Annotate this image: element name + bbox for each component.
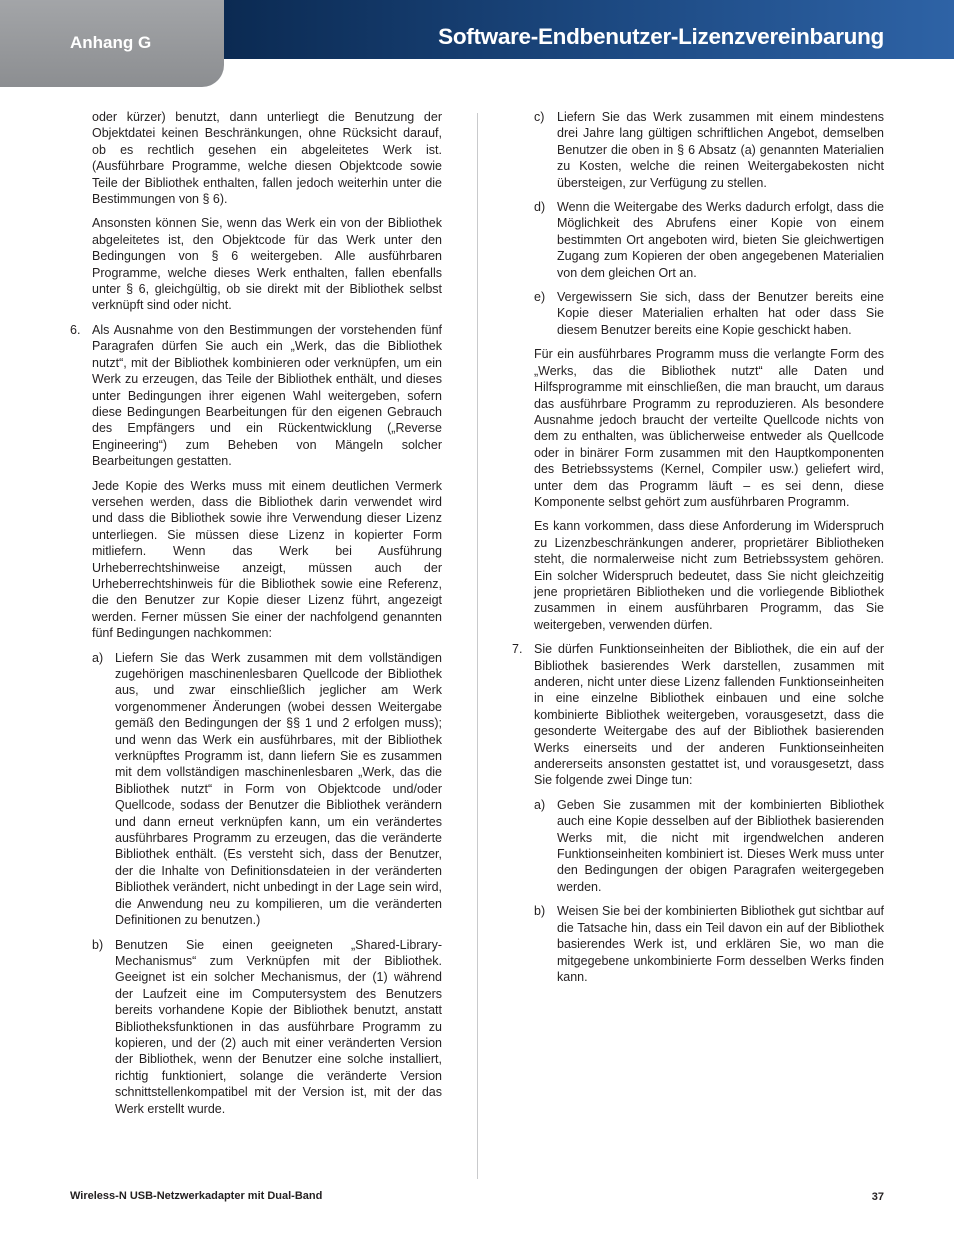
sub-item-text: Liefern Sie das Werk zusammen mit einem mindestens drei Jahre lang gültigen schriftlichen Angebot, demselben Benutzer die oben in § 6 Absatz (a) genannten Materialien zu Kosten, welche die reinen Weitergabekosten nicht übersteigen, zur Verfügung zu stellen. [557,110,884,190]
left-column [70,109,442,1125]
footer-product-name: Wireless-N USB-Netzwerkadapter mit Dual-Band [70,1190,323,1202]
sub-item-b [92,937,442,1117]
sub-item-text: Weisen Sie bei der kombinierten Bibliothek gut sichtbar auf die Tatsache hin, dass ein Teil davon ein auf der Bibliothek basierendes Werk ist, und erklären Sie, wo man die mitgegebene unkombinierte Form desselben Werks finden kann. [557,904,884,984]
section-tab [0,0,224,87]
list-item-7 [512,641,884,789]
column-divider [477,113,478,1179]
page-title: Software-Endbenutzer-Lizenzvereinbarung [438,24,884,49]
right-column [512,109,884,993]
list-item-6 [70,322,442,470]
sub-item-text: Vergewissern Sie sich, dass der Benutzer bereits eine Kopie dieser Materialien erhalten hat oder dass Sie diesem Benutzer bereits eine Kopie geschickt haben. [557,290,884,337]
sub-item-marker: a) [92,650,104,665]
sub-item-marker: b) [534,904,546,919]
sub-item-text: Benutzen Sie einen geeigneten „Shared-Library-Mechanismus“ zum Verknüpfen mit der Bibliothek. Geeignet ist ein solcher Mechanismus, der (1) während der Laufzeit eine im Computersystem des Benutzers bereits vorhandene Kopie der Bibliothek benutzt, anstatt Bibliotheksfunktionen in das ausführbare Programm zu kopieren, und der (2) auch mit einer veränderten Version der Bibliothek, wenn der Benutzer eine solche installiert, richtig funktioniert, solange die veränderte Version schnittstellenkompatibel mit der Version ist, mit der das Werk erstellt wurde. [115,937,442,1116]
sub-item-text: Wenn die Weitergabe des Werks dadurch erfolgt, dass die Möglichkeit des Abrufens einer Kopie von einem bestimmten Ort angeboten wird, bieten Sie gleichwertigen Zugang zum Kopieren der oben angegebenen Materialien von dem gleichen Ort an. [557,200,884,280]
title-bar [224,0,954,59]
sub-item-marker: d) [534,200,546,215]
paragraph: oder kürzer) benutzt, dann unterliegt die Benutzung der Objektdatei keinen Beschränkungen, ohne Rücksicht darauf, ob es rechtlich gesehen ein abgeleitetes Werk ist. (Ausführbare Programme, welche diesen Objektcode sowie Teile der Bibliothek enthalten, fallen jedoch weiterhin unter die Bestimmungen von § 6). [92,110,442,207]
sub-item-c [534,109,884,191]
list-number: 7. [512,642,523,657]
sub-item-text: Liefern Sie das Werk zusammen mit dem vollständigen zugehörigen maschinenlesbaren Quellcode der Bibliothek aus, und zwar einschließlich jeglicher am Werk vorgenommener Änderungen (wobei dessen Weitergabe gemäß den Bedingungen der §§ 1 und 2 erfolgen muss); und wenn das Werk ein ausführbares, mit der Bibliothek verknüpftes Programm ist, dann liefern Sie es zusammen mit dem vollständigen maschinenlesbaren „Werk, das die Bibliothek nutzt“ in Form von Objektcode und/oder Quellcode, sodass der Benutzer die Bibliothek verändern und dann erneut verknüpfen kann, um ein verändertes ausführbares Programm zu erzeugen, das die veränderte Bibliothek enthält. (Es versteht sich, dass der Benutzer, der die Inhalte von Definitionsdateien in der veränderten Bibliothek verändert, nicht unbedingt in der Lage sein wird, die Anwendung neu zu kompilieren, um die veränderten Definitionen zu benutzen.) [115,650,442,928]
sub-item-a [92,650,442,929]
list-number: 6. [70,322,81,337]
sub-item-marker: e) [534,290,546,305]
paragraph: Ansonsten können Sie, wenn das Werk ein von der Bibliothek abgeleitetes ist, den Objektcode für das Werk unter den Bedingungen von § 6 weitergeben. Alle ausführbaren Programme, welche dieses Werk enthalten, fallen ebenfalls unter § 6, gleichgültig, ob sie direkt mit der Bibliothek selbst verknüpft sind oder nicht. [92,216,442,313]
sub-item-d [534,199,884,281]
sub-item-marker: c) [534,110,545,124]
list-item-text: Als Ausnahme von den Bestimmungen der vorstehenden fünf Paragrafen dürfen Sie auch ein „Werk, das die Bibliothek nutzt“, mit der Bibliothek kombinieren oder verknüpfen, um ein Werk zu erzeugen, das Teile der Bibliothek enthält, und dieses unter Bedingungen ihrer eigenen Wahl weitergeben, sofern diese Bedingungen Bearbeitungen für den eigenen Gebrauch des Empfängers und ein Rückentwicklung („Reverse Engineering“) zum Beheben von Mängeln solcher Bearbeitungen gestatten. [92,322,442,469]
sub-item-7b [534,903,884,985]
list-item-text: Sie dürfen Funktionseinheiten der Bibliothek, die ein auf der Bibliothek basierendes Werk darstellen, zusammen mit anderen, nicht unter diese Lizenz fallenden Funktionseinheiten in eine einzelne Bibliothek einbauen und eine solche kombinierte Bibliothek weitergeben, vorausgesetzt, dass die gesonderte Weitergabe des auf der Bibliothek basierenden Werks einerseits und der anderen Funktionseinheiten andererseits ansonsten gestattet ist, und vorausgesetzt, dass Sie folgende zwei Dinge tun: [534,642,884,788]
sub-item-text: Geben Sie zusammen mit der kombinierten Bibliothek auch eine Kopie desselben auf der Bibliothek basierenden Werks mit, die nicht mit irgendwelchen anderen Funktionseinheiten kombiniert ist. Dieses Werk muss unter den Bedingungen der obigen Paragrafen weitergegeben werden. [557,797,884,894]
sub-item-marker: b) [92,937,104,952]
paragraph: Es kann vorkommen, dass diese Anforderung im Widerspruch zu Lizenzbeschränkungen anderer, proprietärer Bibliotheken steht, die normalerweise nicht zum Betriebssystem gehören. Ein solcher Widerspruch bedeutet, dass Sie nicht gleichzeitig jene proprietären Bibliotheken und die vorliegende Bibliothek zusammen in einem ausführbaren Programm, das Sie weitergeben, verwenden dürfen. [534,519,884,632]
page-header [0,0,954,87]
section-label: Anhang G [70,33,152,52]
sub-item-e [534,289,884,338]
sub-item-7a [534,797,884,895]
paragraph: Für ein ausführbares Programm muss die verlangte Form des „Werks, das die Bibliothek nutzt“ alle Daten und Hilfsprogramme mit einschließen, die man braucht, um daraus das ausführbare Programm zu reproduzieren. Als besondere Ausnahme jedoch braucht der verteilte Quellcode nichts von dem zu enthalten, was üblicherweise entweder als Quellcode oder in binärer Form zusammen mit den Hauptkomponenten des Betriebssystems (Kernel, Compiler usw.) geliefert wird, unter dem das Programm läuft – es sei denn, diese Komponente selbst gehört zum ausführbaren Programm. [534,347,884,509]
page-number: 37 [871,1191,884,1203]
paragraph: Jede Kopie des Werks muss mit einem deutlichen Vermerk versehen werden, dass die Bibliothek darin verwendet wird und dass die Bibliothek sowie ihre Verwendung dieser Lizenz unterliegen. Sie müssen diese Lizenz in kopierter Form mitliefern. Wenn das Werk bei Ausführung Urheberrechtshinweise anzeigt, müssen auch der Urheberrechtshinweis für die Bibliothek sowie eine Referenz, die den Benutzer zur Kopie dieser Lizenz führt, angezeigt werden. Ferner müssen Sie einer der nachfolgend genannten fünf Bedingungen nachkommen: [92,478,442,641]
sub-item-marker: a) [534,797,546,812]
